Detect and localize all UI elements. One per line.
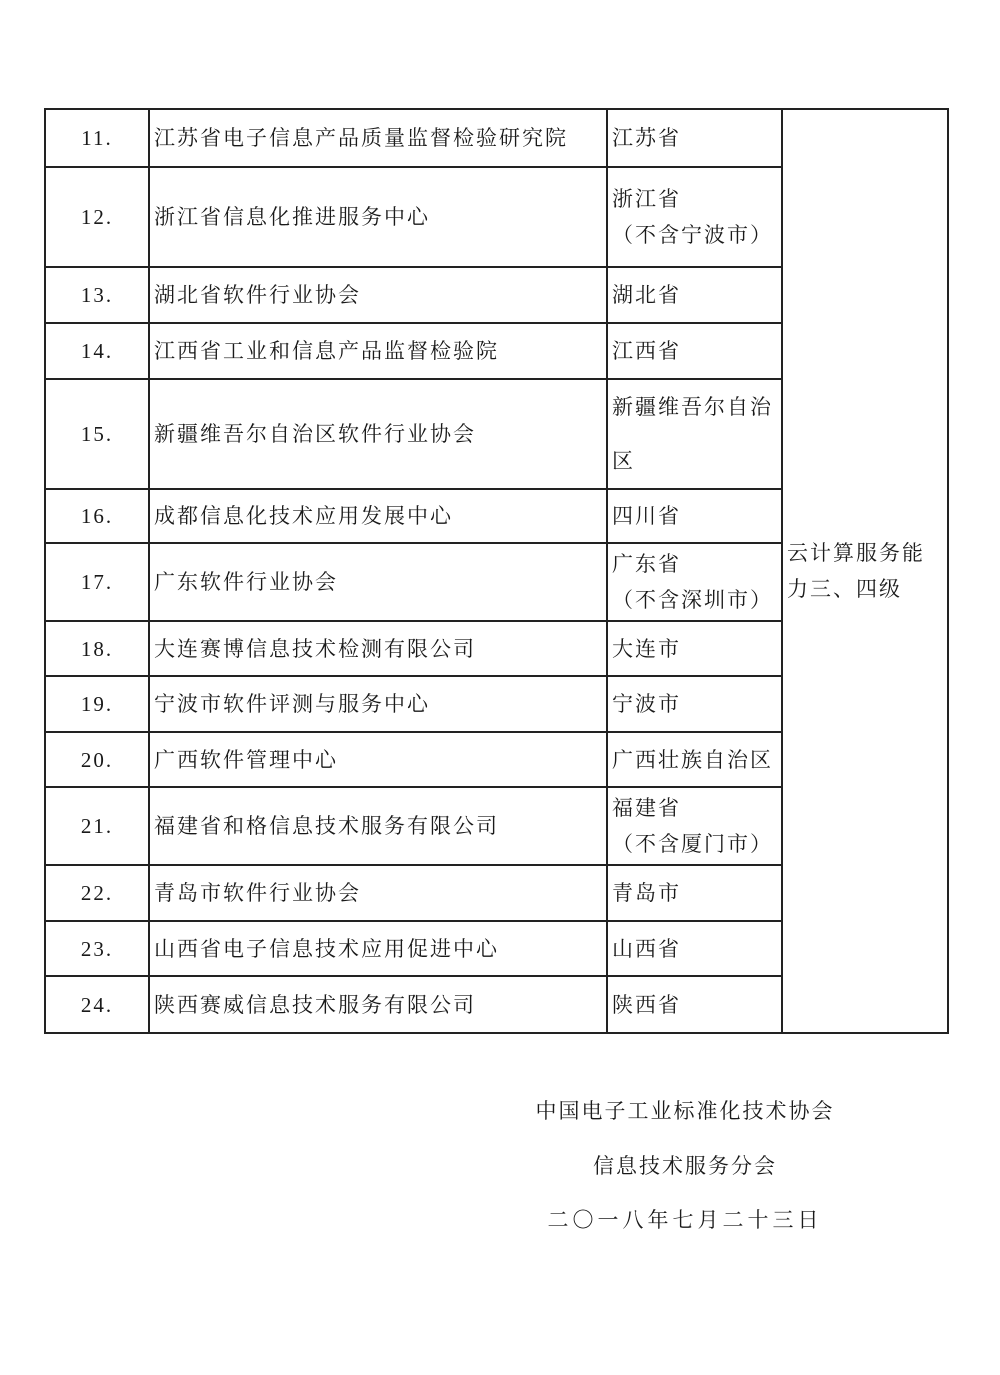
row-number: 24.	[45, 976, 149, 1033]
issue-date: 二〇一八年七月二十三日	[547, 1208, 823, 1232]
region	[607, 976, 782, 1033]
organization-name: 新疆维吾尔自治区软件行业协会	[149, 379, 607, 489]
organization-name: 宁波市软件评测与服务中心	[149, 676, 607, 732]
organization-name: 江西省工业和信息产品监督检验院	[149, 323, 607, 379]
region-line: 江西省	[612, 339, 681, 363]
row-number: 19.	[45, 676, 149, 732]
region-line: 新疆维吾尔自治	[612, 395, 773, 419]
region	[607, 621, 782, 676]
row-number: 17.	[45, 543, 149, 621]
region	[607, 865, 782, 921]
row-number: 23.	[45, 921, 149, 976]
region-line: （不含深圳市）	[612, 588, 773, 612]
region	[607, 676, 782, 732]
region-line: 江苏省	[612, 126, 681, 150]
organization-name: 江苏省电子信息产品质量监督检验研究院	[149, 109, 607, 167]
region	[607, 489, 782, 543]
organization-name: 湖北省软件行业协会	[149, 267, 607, 323]
row-number: 13.	[45, 267, 149, 323]
row-number: 16.	[45, 489, 149, 543]
organization-name: 广西软件管理中心	[149, 732, 607, 787]
region-line: 广西壮族自治区	[612, 747, 773, 772]
row-number: 18.	[45, 621, 149, 676]
organization-name: 浙江省信息化推进服务中心	[149, 167, 607, 267]
organization-name: 广东软件行业协会	[149, 543, 607, 621]
organization-name: 成都信息化技术应用发展中心	[149, 489, 607, 543]
region	[607, 787, 782, 865]
region-line: （不含厦门市）	[612, 832, 773, 856]
row-number: 20.	[45, 732, 149, 787]
organization-name: 陕西赛威信息技术服务有限公司	[149, 976, 607, 1033]
region	[607, 267, 782, 323]
region	[607, 379, 782, 489]
table-row	[45, 109, 948, 167]
region	[607, 543, 782, 621]
row-number: 12.	[45, 167, 149, 267]
row-number: 15.	[45, 379, 149, 489]
region-line: 湖北省	[612, 283, 681, 307]
region	[607, 109, 782, 167]
service-level-line: 力三、四级	[787, 577, 902, 601]
region	[607, 323, 782, 379]
service-level	[782, 109, 948, 1033]
region-line: 青岛市	[612, 881, 681, 905]
service-level-line: 云计算服务能	[787, 541, 925, 565]
region-line: 宁波市	[612, 692, 681, 716]
region-line: 四川省	[612, 504, 681, 528]
region-line: 区	[612, 449, 635, 473]
organization-name: 青岛市软件行业协会	[149, 865, 607, 921]
row-number: 22.	[45, 865, 149, 921]
region-line: 陕西省	[612, 992, 681, 1017]
organization-table	[44, 108, 949, 1034]
region-line: （不含宁波市）	[612, 223, 773, 247]
region-line: 福建省	[612, 796, 681, 820]
region-line: 广东省	[612, 552, 681, 576]
issuing-branch: 信息技术服务分会	[593, 1154, 777, 1178]
region-line: 大连市	[612, 636, 681, 661]
region	[607, 167, 782, 267]
organization-name: 山西省电子信息技术应用促进中心	[149, 921, 607, 976]
organization-name: 福建省和格信息技术服务有限公司	[149, 787, 607, 865]
organization-name: 大连赛博信息技术检测有限公司	[149, 621, 607, 676]
region-line: 山西省	[612, 936, 681, 961]
issuing-organization: 中国电子工业标准化技术协会	[535, 1099, 835, 1123]
region	[607, 921, 782, 976]
region	[607, 732, 782, 787]
row-number: 21.	[45, 787, 149, 865]
row-number: 14.	[45, 323, 149, 379]
region-line: 浙江省	[612, 187, 681, 211]
row-number: 11.	[45, 109, 149, 167]
